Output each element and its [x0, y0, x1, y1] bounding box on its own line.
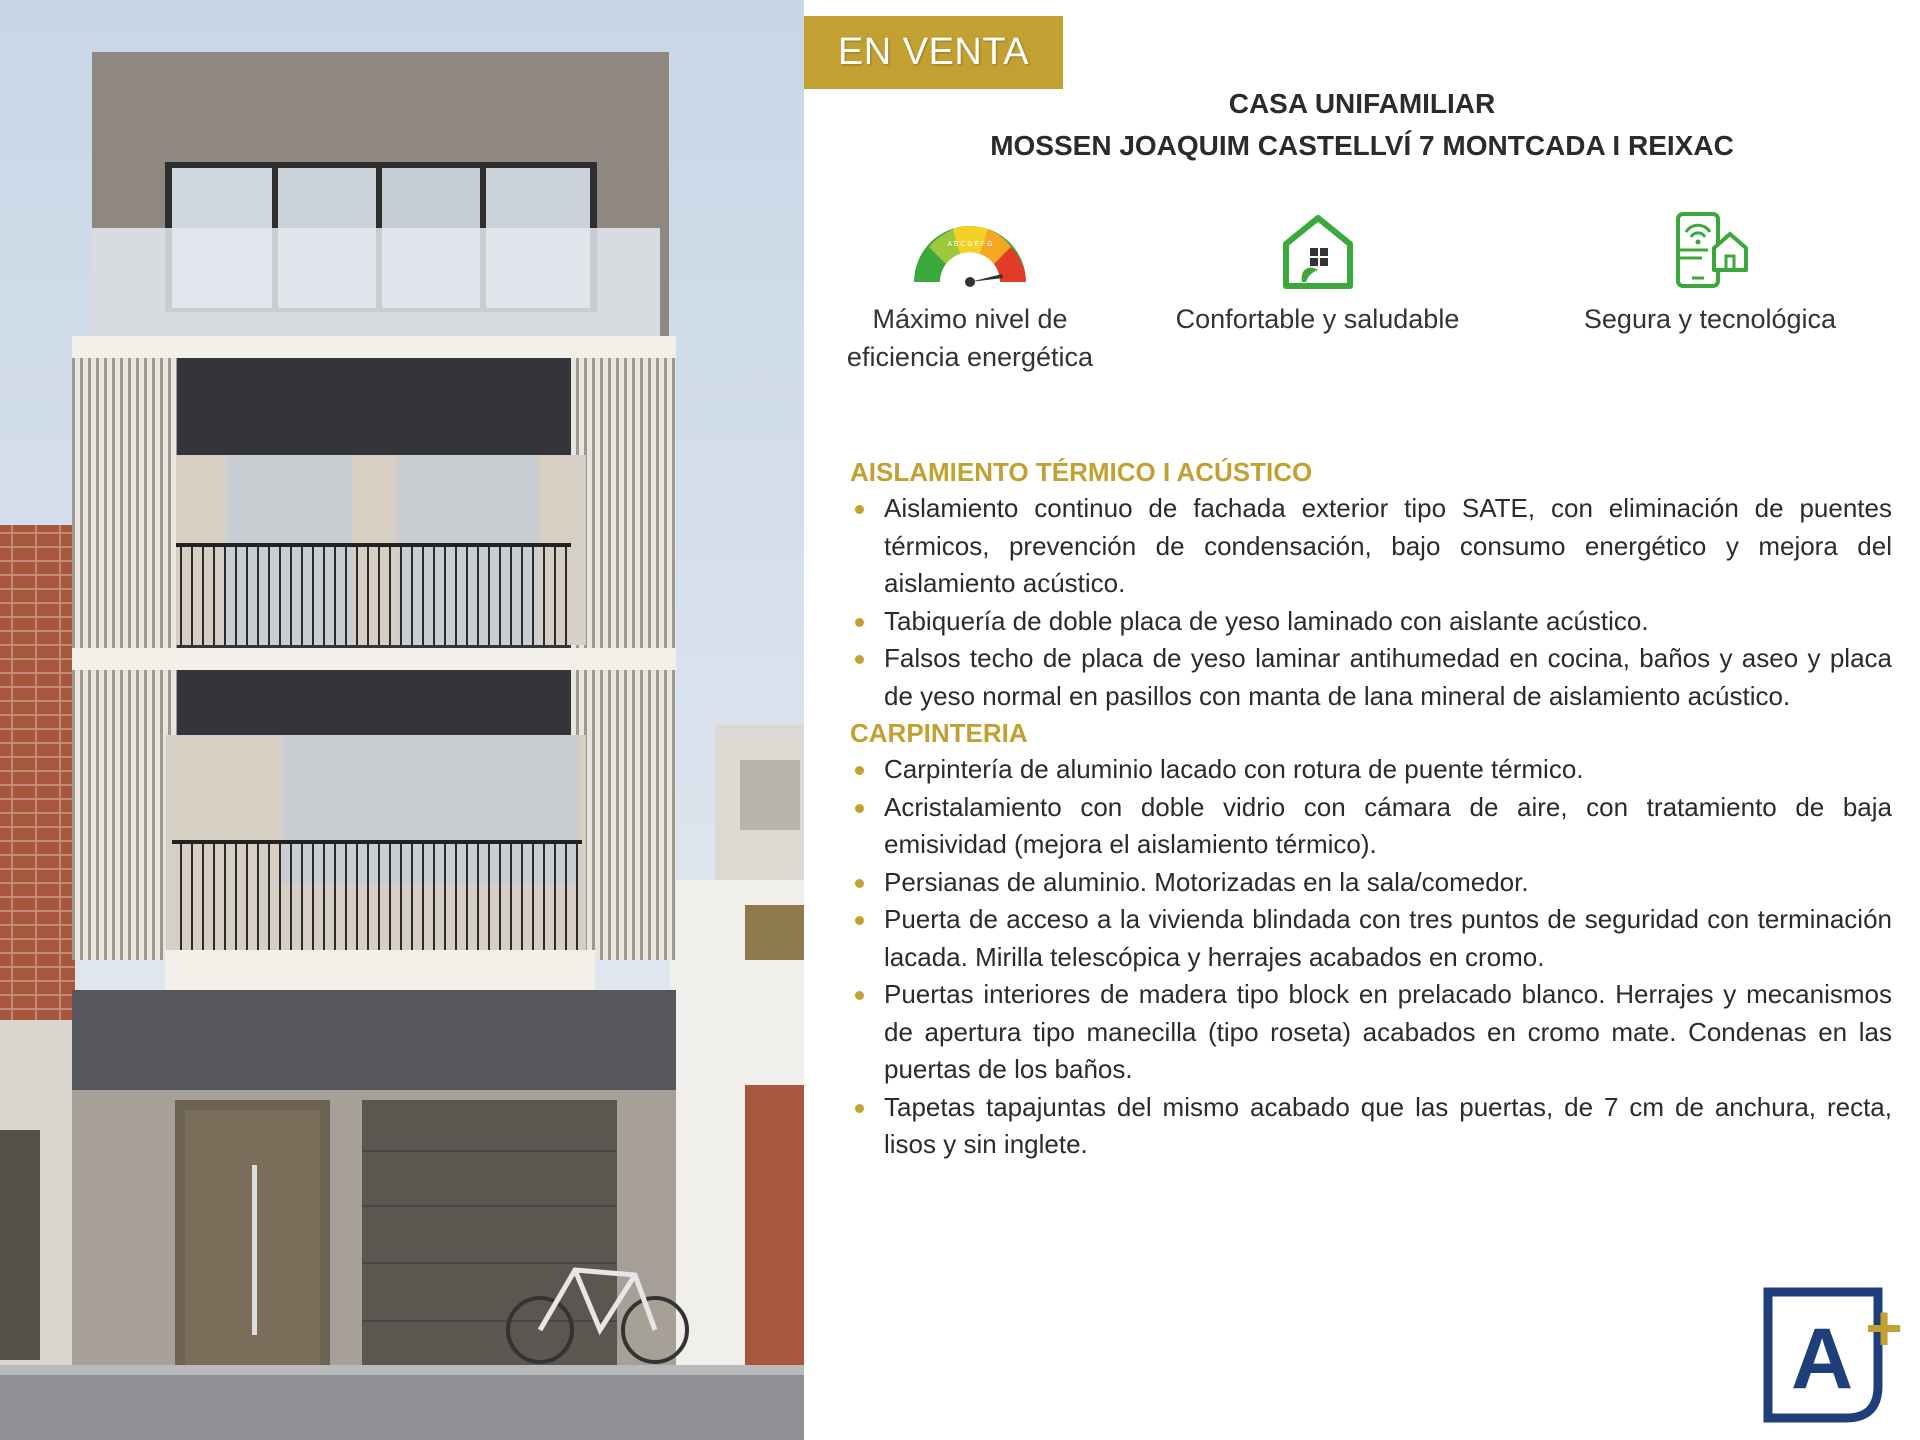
- logo-plus-mark: +: [1865, 1292, 1903, 1364]
- smart-home-phone-icon: [1672, 210, 1748, 290]
- list-item: Persianas de aluminio. Motorizadas en la sala/comedor.: [850, 864, 1892, 902]
- list-item: Puerta de acceso a la vivienda blindada con tres puntos de seguridad con terminación lacada. Mirilla telescópica y herrajes acabados en cromo.: [850, 901, 1892, 976]
- feature-energy-efficiency: [830, 200, 1110, 376]
- gauge-letters: A B C D E F G: [947, 241, 993, 248]
- list-item: Tapetas tapajuntas del mismo acabado que las puertas, de 7 cm de anchura, recta, lisos y sin inglete.: [850, 1089, 1892, 1164]
- logo-letter: A: [1790, 1311, 1854, 1407]
- page-title: CASA UNIFAMILIAR: [1228, 88, 1496, 119]
- list-item: Tabiquería de doble placa de yeso laminado con aislante acústico.: [850, 603, 1892, 641]
- property-address: MOSSEN JOAQUIM CASTELLVÍ 7 MONTCADA I REIXAC: [990, 130, 1734, 161]
- list-item: Aislamiento continuo de fachada exterior tipo SATE, con eliminación de puentes térmicos, prevención de condensación, bajo consumo energético y mejora del aislamiento acústico.: [850, 490, 1892, 603]
- feature-label-line1: Máximo nivel de: [872, 304, 1068, 334]
- list-item: Falsos techo de placa de yeso laminar antihumedad en cocina, baños y aseo y placa de yeso normal en pasillos con manta de lana mineral de aislamiento acústico.: [850, 640, 1892, 715]
- healthy-home-icon: [1282, 214, 1354, 290]
- feature-security: [1560, 200, 1860, 338]
- section-heading-insulation: AISLAMIENTO TÉRMICO I ACÚSTICO: [850, 457, 1313, 487]
- for-sale-badge: EN VENTA: [804, 16, 1063, 89]
- list-item: Puertas interiores de madera tipo block en prelacado blanco. Herrajes y mecanismos de apertura tipo manecilla (tipo roseta) acabados en cromo mate. Condenas en las puertas de los baños.: [850, 976, 1892, 1089]
- feature-label: Segura y tecnológica: [1583, 304, 1837, 334]
- list-item: Acristalamiento con doble vidrio con cámara de aire, con tratamiento de baja emisividad (mejora el aislamiento térmico).: [850, 789, 1892, 864]
- list-item: Carpintería de aluminio lacado con rotura de puente térmico.: [850, 751, 1892, 789]
- carpentry-list: [850, 751, 1892, 1164]
- feature-label: Confortable y saludable: [1175, 304, 1460, 334]
- energy-gauge-icon: [908, 216, 1032, 290]
- feature-label-line2: eficiencia energética: [846, 342, 1094, 372]
- company-logo: [1760, 1286, 1910, 1426]
- feature-comfort: [1150, 200, 1485, 338]
- insulation-list: [850, 490, 1892, 715]
- section-heading-carpentry: CARPINTERIA: [850, 718, 1028, 748]
- specifications: [850, 454, 1892, 1164]
- building-rendering: [0, 0, 804, 1440]
